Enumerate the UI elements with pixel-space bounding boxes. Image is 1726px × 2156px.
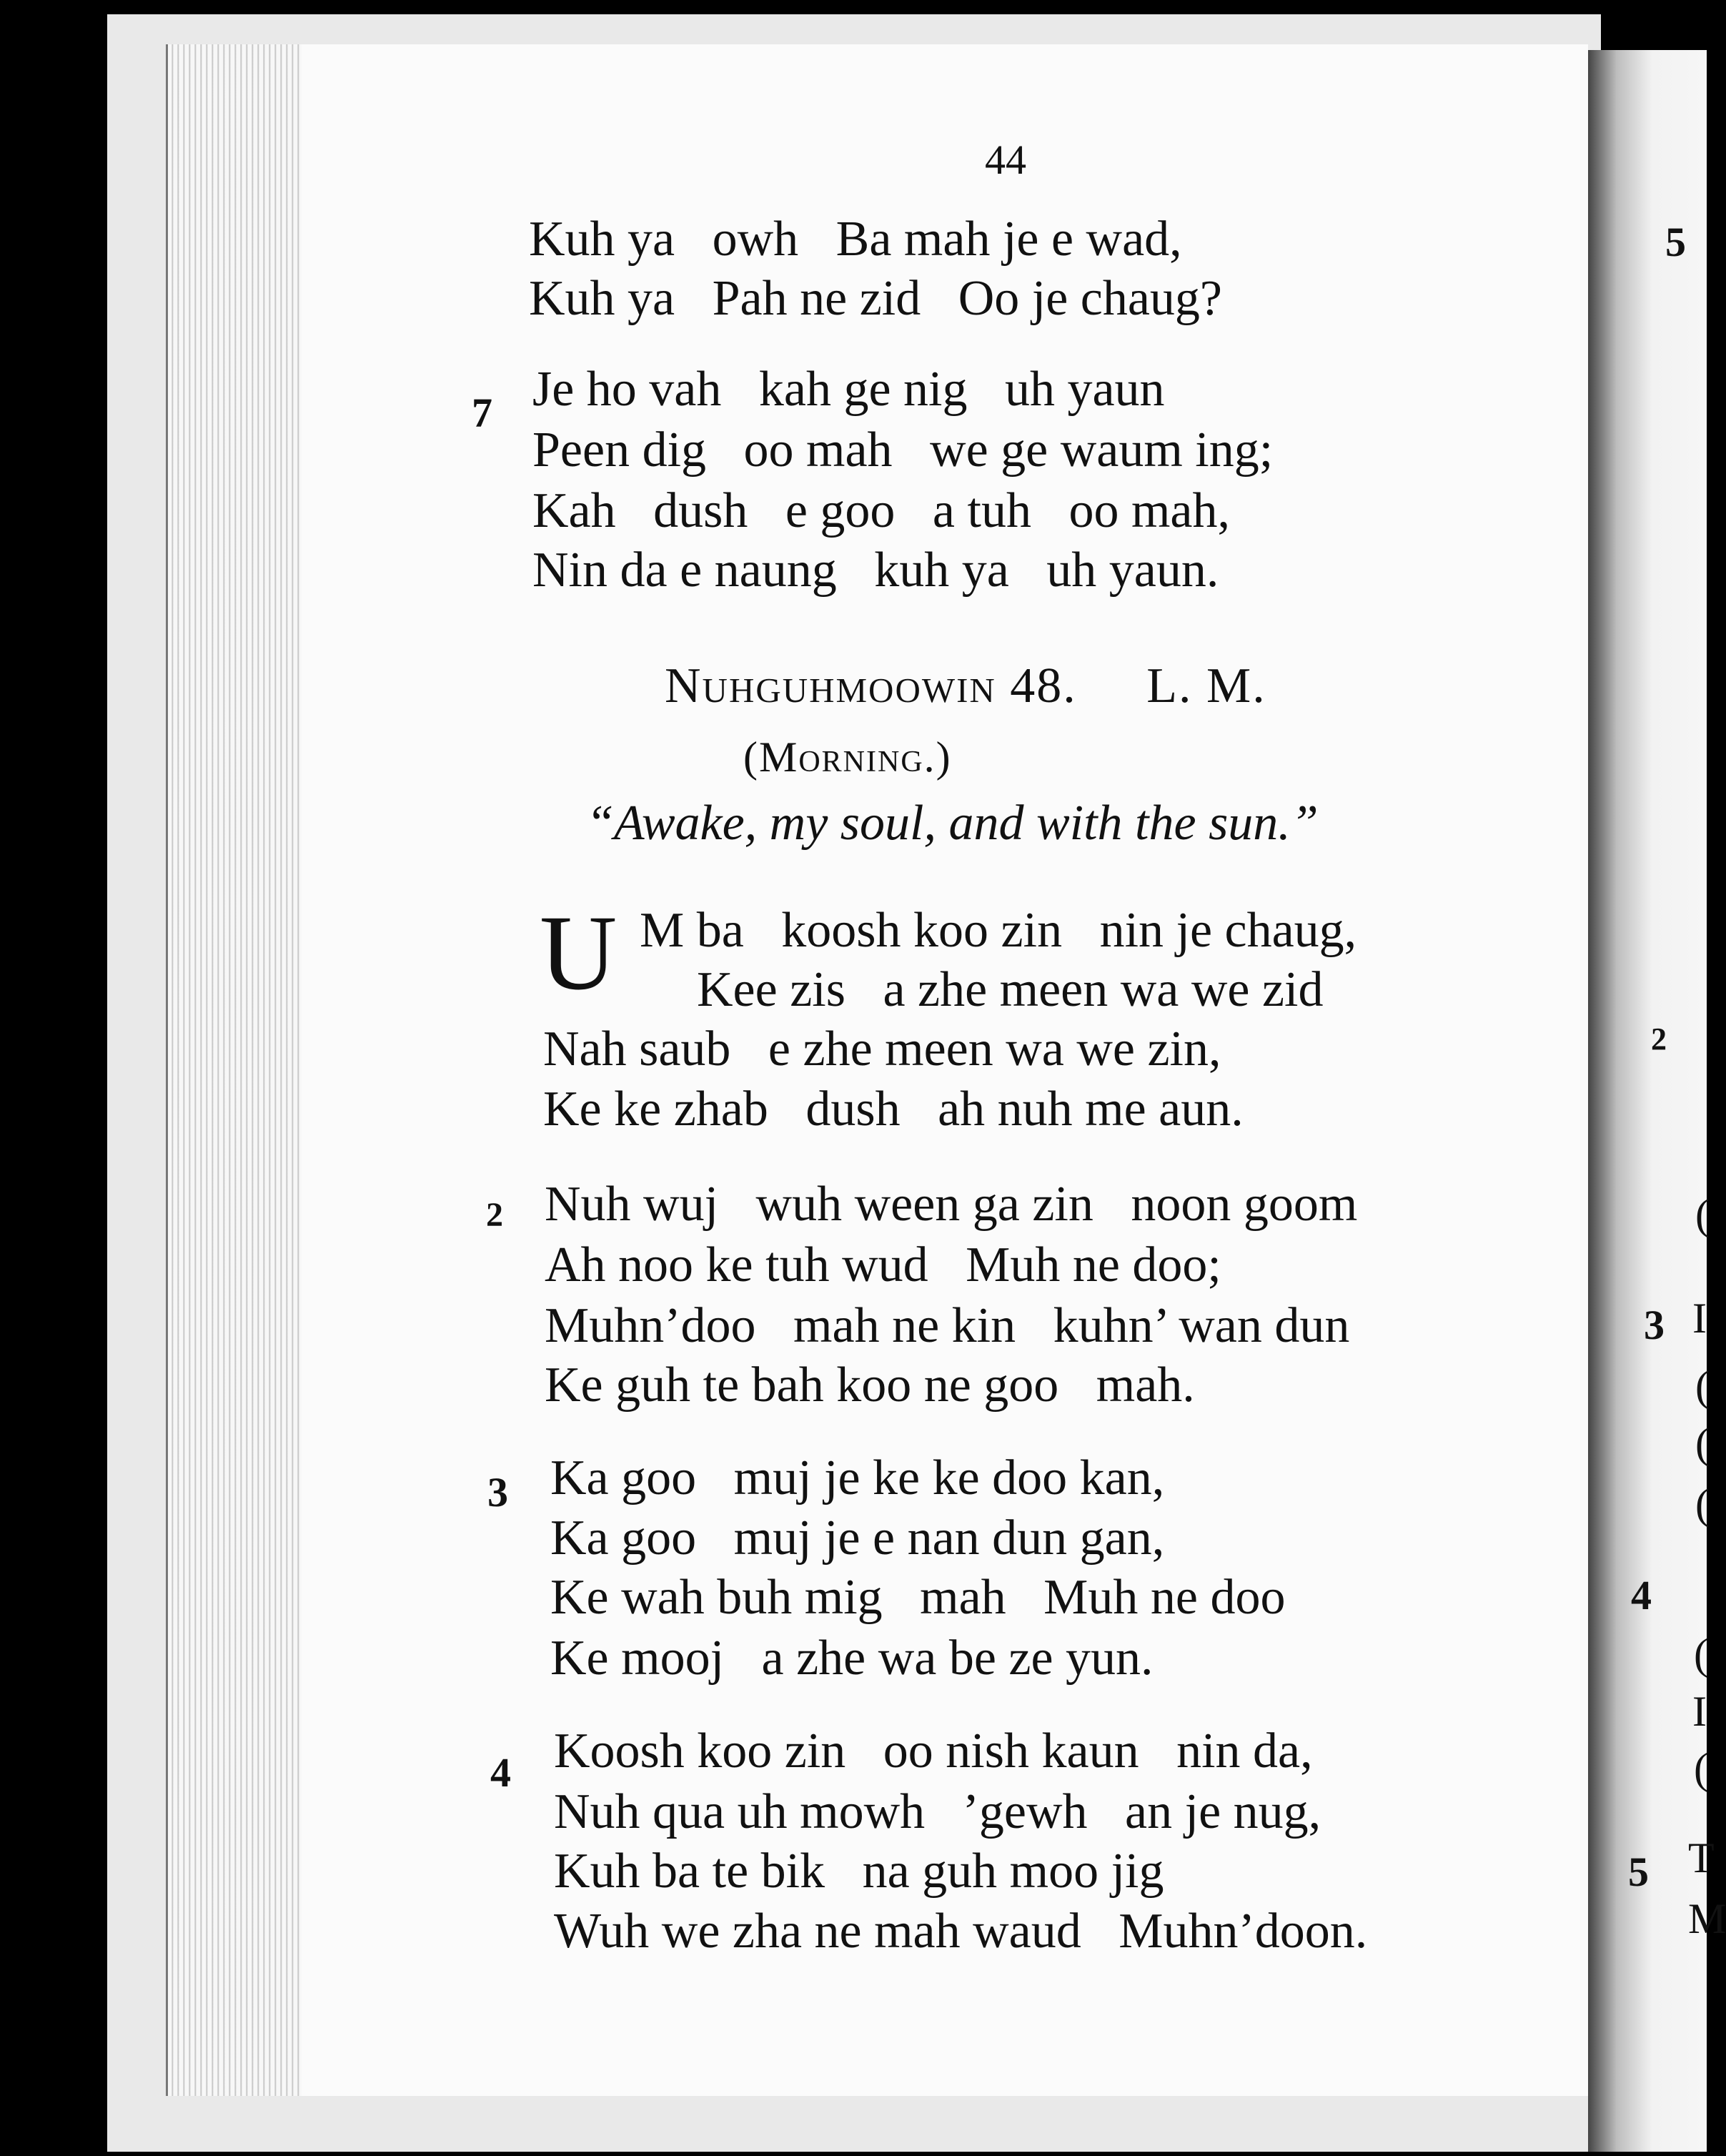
verse-line: Je ho vah kah ge nig uh yaun	[532, 362, 1165, 417]
verse-number: 2	[486, 1196, 503, 1234]
verse-number: 4	[490, 1749, 511, 1796]
verse-line: Nuh qua uh mowh ’gewh an je nug,	[554, 1784, 1321, 1839]
verse-line: Wuh we zha ne mah waud Muhn’doon.	[554, 1904, 1368, 1959]
facing-text-fragment: (	[1695, 1420, 1710, 1467]
continued-line: Kuh ya owh Ba mah je e wad,	[529, 212, 1182, 267]
verse-line: Ka goo muj je e nan dun gan,	[550, 1510, 1165, 1566]
verse-line: Ke guh te bah koo ne goo mah.	[545, 1358, 1195, 1413]
page-edges	[166, 44, 304, 2096]
verse-line: Ke mooj a zhe wa be ze yun.	[550, 1631, 1154, 1686]
verse-line: Ka goo muj je ke ke doo kan,	[550, 1450, 1165, 1505]
verse-line: Nin da e naung kuh ya uh yaun.	[532, 543, 1219, 598]
verse-line: M ba koosh koo zin nin je chaug,	[640, 903, 1357, 958]
verse-number: 7	[472, 390, 492, 436]
verse-number: 3	[487, 1469, 508, 1515]
facing-text-fragment: (	[1695, 1480, 1710, 1528]
verse-line: Ke ke zhab dush ah nuh me aun.	[543, 1082, 1244, 1137]
verse-line: Ke wah buh mig mah Muh ne doo	[550, 1570, 1286, 1625]
verse-line: Ah noo ke tuh wud Muh ne doo;	[545, 1237, 1221, 1292]
hymn-subtitle: (Morning.)	[743, 733, 952, 781]
page-number: 44	[985, 137, 1026, 183]
facing-text-fragment: (	[1695, 1191, 1710, 1238]
verse-line: Muhn’doo mah ne kin kuhn’ wan dun	[545, 1298, 1350, 1353]
verse-line: Peen dig oo mah we ge waum ing;	[532, 422, 1274, 478]
verse-line: Kuh ba te bik na guh moo jig	[554, 1844, 1164, 1899]
verse-line: Kah dush e goo a tuh oo mah,	[532, 483, 1230, 538]
facing-text-fragment: (	[1694, 1745, 1708, 1792]
facing-verse-number: 5	[1665, 219, 1686, 265]
verse-line: Nah saub e zhe meen wa we zin,	[543, 1022, 1221, 1077]
facing-verse-number: 3	[1644, 1302, 1665, 1348]
facing-verse-number: 5	[1628, 1849, 1649, 1895]
facing-text-fragment: M	[1688, 1895, 1726, 1942]
facing-verse-number: 2	[1651, 1022, 1667, 1057]
hymn-meter: L. M.	[1146, 658, 1266, 713]
verse-line: Nuh wuj wuh ween ga zin noon goom	[545, 1177, 1358, 1232]
hymn-english-first-line: “Awake, my soul, and with the sun.”	[586, 796, 1319, 851]
facing-text-fragment: T	[1688, 1834, 1715, 1881]
drop-cap: U	[540, 894, 618, 1012]
facing-verse-number: 4	[1631, 1572, 1652, 1618]
continued-line: Kuh ya Pah ne zid Oo je chaug?	[529, 271, 1222, 326]
facing-text-fragment: (	[1694, 1631, 1708, 1678]
hymn-title: Nuhguhmoowin 48.	[665, 658, 1077, 713]
facing-text-fragment: (	[1695, 1363, 1710, 1410]
verse-line: Kee zis a zhe meen wa we zid	[697, 962, 1324, 1017]
hymn-heading	[665, 658, 1266, 715]
facing-text-fragment: I	[1692, 1688, 1707, 1735]
facing-text-fragment: I	[1692, 1295, 1707, 1342]
verse-line: Koosh koo zin oo nish kaun nin da,	[554, 1724, 1313, 1779]
